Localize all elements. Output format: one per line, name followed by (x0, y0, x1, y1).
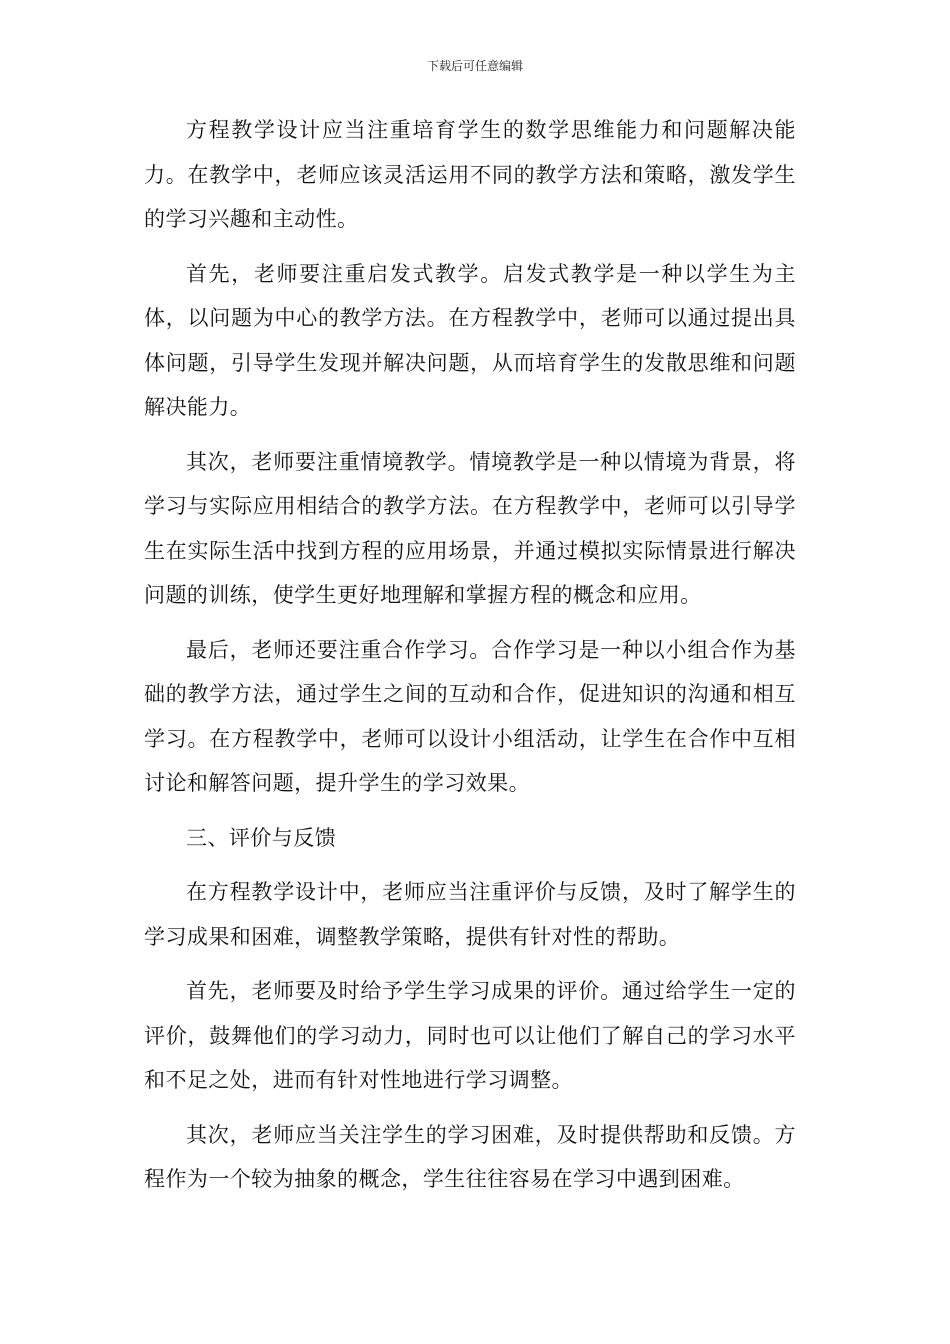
paragraph-7: 其次，老师应当关注学生的学习困难，及时提供帮助和反馈。方程作为一个较为抽象的概念，学生往往容易在学习中遇到困难。 (144, 1122, 796, 1191)
paragraph-5: 在方程教学设计中，老师应当注重评价与反馈，及时了解学生的学习成果和困难，调整教学策略，提供有针对性的帮助。 (144, 880, 796, 949)
page-header: 下载后可任意编辑 (426, 59, 523, 73)
section-heading: 三、评价与反馈 (186, 825, 337, 850)
paragraph-4: 最后，老师还要注重合作学习。合作学习是一种以小组合作为基础的教学方法，通过学生之间的互动和合作，促进知识的沟通和相互学习。在方程教学中，老师可以设计小组活动，让学生在合作中互相讨论和解答问题，提升学生的学习效果。 (144, 637, 796, 795)
document-body (144, 108, 796, 1212)
paragraph-2: 首先，老师要注重启发式教学。启发式教学是一种以学生为主体，以问题为中心的教学方法。在方程教学中，老师可以通过提出具体问题，引导学生发现并解决问题，从而培育学生的发散思维和问题解决能力。 (144, 261, 796, 419)
paragraph-6: 首先，老师要及时给予学生学习成果的评价。通过给学生一定的评价，鼓舞他们的学习动力，同时也可以让他们了解自己的学习水平和不足之处，进而有针对性地进行学习调整。 (144, 979, 796, 1092)
paragraph-1: 方程教学设计应当注重培育学生的数学思维能力和问题解决能力。在教学中，老师应该灵活运用不同的教学方法和策略，激发学生的学习兴趣和主动性。 (144, 118, 796, 231)
paragraph-3: 其次，老师要注重情境教学。情境教学是一种以情境为背景，将学习与实际应用相结合的教学方法。在方程教学中，老师可以引导学生在实际生活中找到方程的应用场景，并通过模拟实际情景进行解决问题的训练，使学生更好地理解和掌握方程的概念和应用。 (144, 449, 796, 607)
